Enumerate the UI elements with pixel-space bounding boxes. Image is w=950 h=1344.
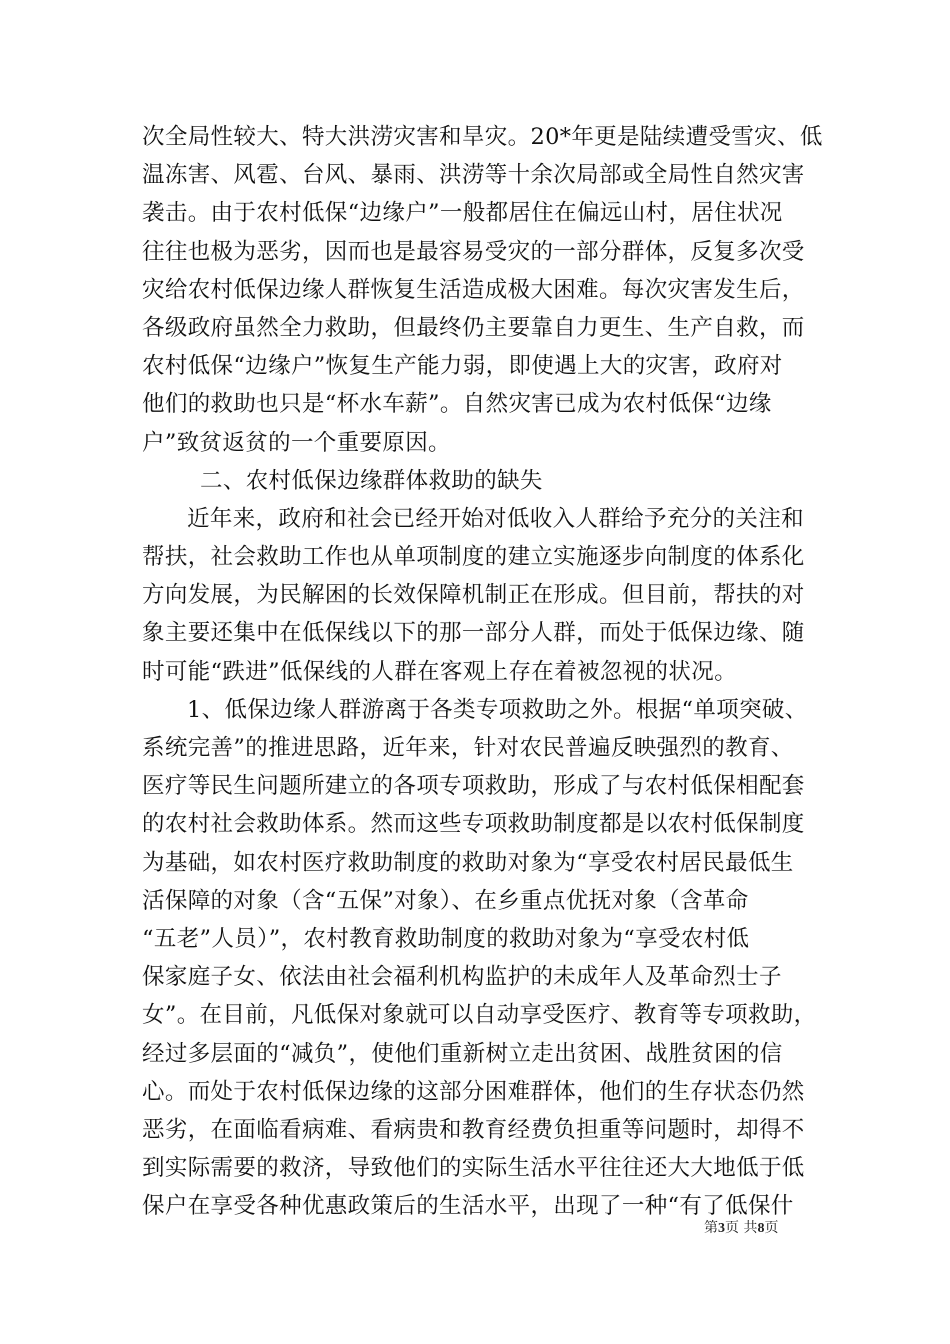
- current-page-number: 3: [718, 1221, 725, 1236]
- text-line-23: 保家庭子女、依法由社会福利机构监护的未成年人及革命烈士子: [142, 964, 782, 991]
- footer-suffix: 页: [764, 1220, 779, 1236]
- total-pages-number: 8: [757, 1221, 765, 1236]
- text-line-8: 他们的救助也只是“杯水车薪”。自然灾害已成为农村低保“边缘: [142, 391, 772, 418]
- text-line-16: 1、低保边缘人群游离于各类专项救助之外。根据“单项突破、: [187, 696, 808, 723]
- text-line-2: 温冻害、风雹、台风、暴雨、洪涝等十余次局部或全局性自然灾害: [142, 162, 805, 189]
- text-line-29: 保户在享受各种优惠政策后的生活水平，出现了一种“有了低保什: [142, 1193, 794, 1220]
- text-line-7: 农村低保“边缘户”恢复生产能力弱，即使遇上大的灾害，政府对: [142, 353, 783, 380]
- page-number-footer: [704, 1220, 778, 1237]
- text-line-13: 方向发展，为民解困的长效保障机制正在形成。但目前，帮扶的对: [142, 582, 805, 609]
- footer-prefix: 第: [704, 1220, 718, 1236]
- text-line-27: 恶劣，在面临看病难、看病贵和教育经费负担重等问题时，却得不: [142, 1116, 805, 1143]
- text-line-28: 到实际需要的救济，导致他们的实际生活水平往往还大大地低于低: [142, 1155, 805, 1182]
- text-line-18: 医疗等民生问题所建立的各项专项救助，形成了与农村低保相配套: [142, 773, 805, 800]
- text-line-20: 为基础，如农村医疗救助制度的救助对象为“享受农村居民最低生: [142, 849, 794, 876]
- text-line-17: 系统完善”的推进思路，近年来，针对农民普遍反映强烈的教育、: [142, 735, 794, 761]
- text-line-5: 灾给农村低保边缘人群恢复生活造成极大困难。每次灾害发生后，: [142, 276, 805, 303]
- text-line-12: 帮扶，社会救助工作也从单项制度的建立实施逐步向制度的体系化: [142, 544, 805, 571]
- text-line-26: 心。而处于农村低保边缘的这部分困难群体，他们的生存状态仍然: [142, 1078, 805, 1105]
- text-line-3: 袭击。由于农村低保“边缘户”一般都居住在偏远山村，居住状况: [142, 200, 783, 227]
- section-heading: 二、农村低保边缘群体救助的缺失: [200, 467, 543, 494]
- text-line-15: 时可能“跌进”低保线的人群在客观上存在着被忽视的状况。: [142, 658, 737, 685]
- text-line-1: 次全局性较大、特大洪涝灾害和旱灾。20*年更是陆续遭受雪灾、低: [142, 124, 823, 150]
- document-body: [142, 118, 823, 1225]
- text-line-24: 女”。在目前，凡低保对象就可以自动享受医疗、教育等专项救助，: [142, 1002, 817, 1029]
- text-line-4: 往往也极为恶劣，因而也是最容易受灾的一部分群体，反复多次受: [142, 238, 805, 265]
- text-line-25: 经过多层面的“减负”，使他们重新树立走出贫困、战胜贫困的信: [142, 1040, 783, 1067]
- text-line-9: 户”致贫返贫的一个重要原因。: [142, 429, 451, 456]
- text-line-11: 近年来，政府和社会已经开始对低收入人群给予充分的关注和: [187, 505, 804, 532]
- text-line-21: 活保障的对象（含“五保”对象）、在乡重点优抚对象（含革命: [142, 887, 749, 914]
- text-line-6: 各级政府虽然全力救助，但最终仍主要靠自力更生、生产自救，而: [142, 314, 805, 341]
- text-line-22: “五老”人员）”，农村教育救助制度的救助对象为“享受农村低: [142, 925, 750, 952]
- footer-middle: 页 共: [725, 1220, 758, 1236]
- text-line-14: 象主要还集中在低保线以下的那一部分人群，而处于低保边缘、随: [142, 620, 805, 647]
- text-line-19: 的农村社会救助体系。然而这些专项救助制度都是以农村低保制度: [142, 811, 805, 838]
